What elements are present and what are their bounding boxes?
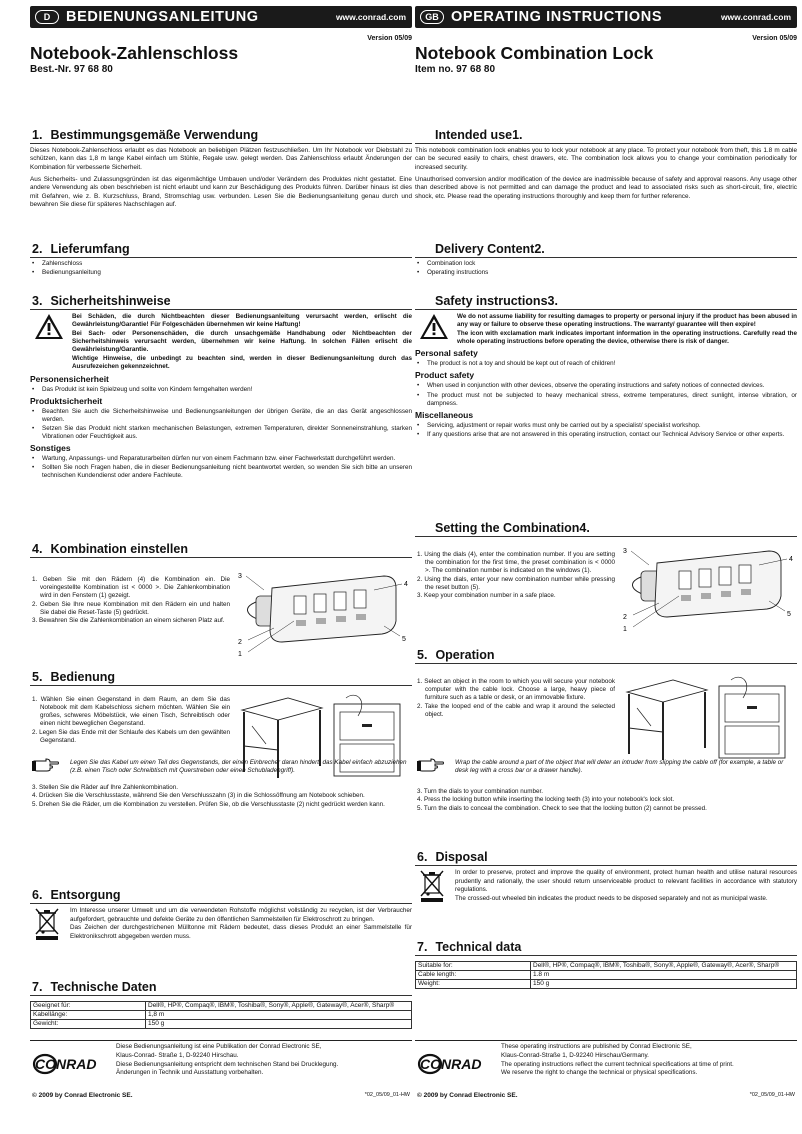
- step-item: 2. Legen Sie das Ende mit der Schlaufe des Kabels um den gewählten Gegenstand.: [32, 728, 230, 744]
- list-item: • When used in conjunction with other devices, observe the operating instructions and safety notices of connected devices.: [415, 382, 797, 390]
- paragraph: Aus Sicherheits- und Zulassungsgründen ist das eigenmächtige Umbauen und/oder Verändern des Produktes nicht gestattet. Eine andere Verwendung als oben beschrieben ist nicht erlaubt und kann zur Beschädigung des Produkts führen. Darüber hinaus ist dies mit Gefahren, wie z. B. Kurzschluss, Brand, Stromschlag usw. verbunden. Lesen Sie die Bedienungsanleitung genau durch und bewahren Sie diese für späteres Nachschlagen auf.: [30, 175, 412, 208]
- list-item: • Sollten Sie noch Fragen haben, die in dieser Bedienungsanleitung nicht beantwortet werden, so wenden Sie sich bitte an unseren technischen Kundendienst oder andere Fachleute.: [30, 464, 412, 480]
- list-item: • Wartung, Anpassungs- und Reparaturarbeiten dürfen nur von einem Fachmann bzw. einer Fachwerkstatt durchgeführt werden.: [30, 455, 412, 463]
- warning-text: Bei Sach- oder Personenschäden, die durch unsachgemäße Handhabung oder Nichtbeachten der Sicherheitshinweis verursacht werden, übernehmen wir keine Haftung. In solchen Fällen erlischt die Gewährleistung/Garantie.: [72, 329, 412, 354]
- conrad-logo: [32, 1053, 106, 1075]
- step-item: 4. Press the locking button while inserting the locking teeth (3) into your notebook's lock slot.: [417, 796, 675, 804]
- section-heading: 1. Bestimmungsgemäße Verwendung: [30, 128, 412, 144]
- banner-url-en[interactable]: www.conrad.com: [720, 12, 791, 22]
- table-cell: Geeignet für:: [31, 1002, 146, 1011]
- section-technical-data: [415, 940, 797, 989]
- section-heading: 4. Kombination einstellen: [30, 542, 412, 558]
- callout-label: 3: [238, 573, 242, 580]
- table-row: [416, 971, 797, 980]
- list-item: • Combination lock: [415, 260, 797, 268]
- lock-diagram: [619, 541, 795, 637]
- version-label: Version 05/09: [367, 35, 412, 42]
- footer-de: [30, 1040, 412, 1100]
- product-title: Notebook-Zahlenschloss: [30, 43, 239, 63]
- list-item: • If any questions arise that are not answered in this operating instruction, contact our Technical Advisory Service or other experts.: [415, 431, 797, 439]
- table-row: [416, 980, 797, 989]
- crossed-bin-icon: [419, 869, 445, 903]
- warning-icon: [419, 313, 449, 340]
- list-item: • Operating instructions: [415, 269, 797, 277]
- section-heading: 7. Technische Daten: [30, 980, 412, 996]
- list-item: • Beachten Sie auch die Sicherheitshinweise und Bedienungsanleitungen der übrigen Geräte, die an das Gerät angeschlossen werden.: [30, 408, 412, 424]
- list-item: • Das Produkt ist kein Spielzeug und sollte von Kindern ferngehalten werden!: [30, 386, 412, 394]
- section-disposal: [30, 888, 412, 941]
- subheading: Personensicherheit: [30, 373, 109, 384]
- callout-label: 1: [623, 626, 627, 633]
- footer-line: These operating instructions are published by Conrad Electronic SE,: [501, 1043, 692, 1050]
- section-operation: [30, 670, 412, 809]
- callout-label: 4: [789, 556, 793, 563]
- table-cell: 150 g: [146, 1020, 412, 1029]
- footer-line: Diese Bedienungsanleitung ist eine Publikation der Conrad Electronic SE,: [116, 1043, 322, 1050]
- banner-title-en: OPERATING INSTRUCTIONS: [451, 9, 663, 25]
- step-item: 1. Using the dials (4), enter the combination number. If you are setting the combination for the first time, the preset combination is < 0000 >. The combination number is indicated on the windows (1).: [417, 551, 615, 575]
- warning-text: Wichtige Hinweise, die unbedingt zu beachten sind, werden in dieser Bedienungsanleitung durch das Ausrufezeichen gekennzeichnet.: [72, 354, 412, 371]
- warning-text: Bei Schäden, die durch Nichtbeachten dieser Bedienungsanleitung verursacht werden, erlischt die Gewährleistung/Garantie! Für Folgeschäden übernehmen wir keine Haftung!: [72, 313, 412, 329]
- column-german: [30, 34, 412, 1132]
- subheading: Personal safety: [415, 348, 478, 359]
- step-item: 3. Turn the dials to your combination number.: [417, 787, 544, 795]
- table-cell: Suitable for:: [416, 962, 531, 971]
- table-row: [31, 1002, 412, 1011]
- step-item: 1. Wählen Sie einen Gegenstand in dem Raum, an dem Sie das Notebook mit dem Kabelschloss sichern möchten. Wählen Sie ein großes, schweres Möbelstück, wie einen Tisch, Schreibtisch oder einen nicht beweglichen Gegenstand.: [32, 696, 230, 728]
- crossed-bin-icon: [34, 907, 60, 941]
- paragraph: Im Interesse unserer Umwelt und um die verwendeten Rohstoffe möglichst vollständig zu recyclen, ist der Verbraucher aufgefordert, gebrauchte und defekte Geräte zu den öffentlichen Sammelstellen für Elektroschrott zu bringen.: [70, 907, 412, 923]
- banner-url-de[interactable]: www.conrad.com: [335, 12, 406, 22]
- footer-line: The operating instructions reflect the current technical specifications at time of print.: [501, 1060, 734, 1068]
- svg-text:CONRAD: CONRAD: [420, 1056, 482, 1072]
- list-item: • Bedienungsanleitung: [30, 269, 412, 277]
- header-banner-de: [30, 6, 412, 28]
- subheading: Sonstiges: [30, 442, 71, 453]
- paragraph: The crossed-out wheeled bin indicates the product needs to be disposed separately and not as municipal waste.: [455, 894, 768, 902]
- technical-data-table: [415, 961, 797, 989]
- table-cell: 1,8 m: [146, 1011, 412, 1020]
- section-heading: 7. Technical data: [415, 940, 797, 956]
- table-row: [31, 1020, 412, 1029]
- step-item: 3. Stellen Sie die Räder auf Ihre Zahlenkombination.: [32, 783, 178, 791]
- section-heading: Safety instructions3.: [415, 294, 797, 310]
- warning-text: We do not assume liability for resulting damages to property or personal injury if the product has been abused in any way or failure to observe these operating instructions. The warranty/ guarantee will then expire!: [457, 313, 797, 329]
- paragraph: Unauthorised conversion and/or modification of the device are inadmissible because of safety and approval reasons. Any usage other than described above is not permitted and can damage the product and lead to associated risks such as short-circuit, fire, electric shock, etc. Please read the operating instructions thoroughly and keep them for further reference.: [415, 175, 797, 200]
- section-technical-data: [30, 980, 412, 1029]
- callout-label: 5: [787, 611, 791, 618]
- section-delivery: [415, 242, 797, 278]
- step-item: 1. Select an object in the room to which you will secure your notebook computer with the cable lock. Choose a large, heavy piece of furniture such as a table or desk, or an immovable fixture.: [417, 678, 615, 702]
- language-badge-en: GB: [420, 10, 444, 24]
- table-cell: Kabellänge:: [31, 1011, 146, 1020]
- footer-en: [415, 1040, 797, 1100]
- document-code: *02_05/09_01-HW: [749, 1092, 795, 1098]
- callout-label: 3: [623, 548, 627, 555]
- step-item: 2. Take the looped end of the cable and wrap it around the selected object.: [417, 702, 615, 718]
- section-intended-use: [30, 128, 412, 213]
- warning-icon: [34, 313, 64, 340]
- callout-label: 2: [623, 614, 627, 621]
- section-safety: [415, 294, 797, 440]
- subheading: Product safety: [415, 370, 475, 381]
- section-heading: 6. Entsorgung: [30, 888, 412, 904]
- table-row: [31, 1011, 412, 1020]
- step-item: 2. Using the dials, enter your new combination number while pressing the reset button (5).: [417, 575, 615, 591]
- copyright: © 2009 by Conrad Electronic SE.: [417, 1092, 518, 1099]
- furniture-illustration: [623, 668, 793, 764]
- section-set-combination: [30, 542, 412, 658]
- step-item: 3. Bewahren Sie die Zahlenkombination an einem sicheren Platz auf.: [32, 617, 225, 625]
- technical-data-table: [30, 1001, 412, 1029]
- list-item: • The product is not a toy and should be kept out of reach of children!: [415, 360, 797, 368]
- section-heading: Delivery Content2.: [415, 242, 797, 258]
- section-safety: [30, 294, 412, 481]
- callout-label: 2: [238, 639, 242, 646]
- table-cell: Dell®, HP®, Compaq®, IBM®, Toshiba®, Sony®, Apple®, Gateway®, Acer®, Sharp®: [146, 1002, 412, 1011]
- section-heading: 5. Bedienung: [30, 670, 412, 686]
- list-item: • Setzen Sie das Produkt nicht starken mechanischen Belastungen, extremen Temperaturen, direkter Sonneneinstrahlung, starken Vibrationen oder Feuchtigkeit aus.: [30, 425, 412, 441]
- section-heading: Setting the Combination4.: [415, 521, 797, 537]
- callout-label: 5: [402, 636, 406, 643]
- section-intended-use: [415, 128, 797, 205]
- table-cell: Weight:: [416, 980, 531, 989]
- section-delivery: [30, 242, 412, 278]
- callout-label: 4: [404, 581, 408, 588]
- footer-line: Klaus-Conrad- Straße 1, D-92240 Hirschau.: [116, 1051, 239, 1059]
- banner-title-de: BEDIENUNGSANLEITUNG: [66, 9, 259, 25]
- section-disposal: [415, 850, 797, 903]
- version-label: Version 05/09: [752, 35, 797, 42]
- list-item: • Zahlenschloss: [30, 260, 412, 268]
- pointing-hand-icon: [32, 758, 60, 772]
- section-heading: 2. Lieferumfang: [30, 242, 412, 258]
- column-english: [415, 34, 797, 1132]
- section-heading: Intended use1.: [415, 128, 797, 144]
- item-number: Best.-Nr. 97 68 80: [30, 64, 113, 75]
- item-number: Item no. 97 68 80: [415, 64, 496, 75]
- product-title: Notebook Combination Lock: [415, 43, 654, 63]
- section-set-combination: [415, 521, 797, 633]
- step-item: 3. Keep your combination number in a safe place.: [417, 592, 556, 600]
- table-cell: Cable length:: [416, 971, 531, 980]
- document-code: *02_05/09_01-HW: [364, 1092, 410, 1098]
- subheading: Produktsicherheit: [30, 395, 103, 406]
- header-banner-en: [415, 6, 797, 28]
- paragraph: Das Zeichen der durchgestrichenen Mülltonne mit Rädern bedeutet, dass dieses Produkt an einer Sammelstelle für Elektronikschrott abgegeben werden muss.: [70, 924, 412, 940]
- section-operation: [415, 648, 797, 813]
- list-item: • The product must not be subjected to heavy mechanical stress, extreme temperatures, direct sunlight, intense vibration, or dampness.: [415, 392, 797, 408]
- table-cell: 1.8 m: [531, 971, 797, 980]
- paragraph: This notebook combination lock enables you to lock your notebook at any place. To protect your notebook from theft, this 1.8 m cable can be secured easily to chairs, chest drawers, etc. The combination lock allows you to change your combination periodically for increased security.: [415, 147, 797, 171]
- section-heading: 6. Disposal: [415, 850, 797, 866]
- table-row: [416, 962, 797, 971]
- table-cell: Dell®, HP®, Compaq®, IBM®, Toshiba®, Sony®, Apple®, Gateway®, Acer®, Sharp®: [531, 962, 797, 971]
- copyright: © 2009 by Conrad Electronic SE.: [32, 1092, 133, 1099]
- subheading: Miscellaneous: [415, 409, 474, 420]
- step-item: 1. Geben Sie mit den Rädern (4) die Kombination ein. Die voreingestellte Kombination ist < 0000 >. Die Zahlenkombination wird in den Fenstern (1) gezeigt.: [32, 576, 230, 600]
- footer-line: Diese Bedienungsanleitung entspricht dem technischen Stand bei Drucklegung.: [116, 1060, 339, 1068]
- section-heading: 3. Sicherheitshinweise: [30, 294, 412, 310]
- table-cell: 150 g: [531, 980, 797, 989]
- table-cell: Gewicht:: [31, 1020, 146, 1029]
- warning-text: The icon with exclamation mark indicates important information in the operating instructions. Carefully read the whole operating instructions before operating the device, otherwise there is risk of danger.: [457, 329, 797, 346]
- note-text: Wrap the cable around a part of the object that will deter an intruder from slipping the cable off (for example, a table or desk leg with a cross bar or a drawer handle).: [455, 758, 784, 775]
- pointing-hand-icon: [417, 758, 445, 772]
- note-text: Legen Sie das Kabel um einen Teil des Gegenstands, der einen Einbrecher daran hindert, das Kabel einfach abzuziehen (z.B. einen Tisch oder Schreibtisch mit Querstreben oder einen Schubladengriff).: [70, 758, 407, 775]
- list-item: • Servicing, adjustment or repair works must only be carried out by a specialist/ specialist workshop.: [415, 422, 797, 430]
- conrad-logo: [417, 1053, 491, 1075]
- section-heading: 5. Operation: [415, 648, 797, 664]
- callout-label: 1: [238, 651, 242, 658]
- footer-line: We reserve the right to change the technical or physical specifications.: [501, 1069, 698, 1077]
- step-item: 5. Turn the dials to conceal the combination. Check to see that the locking button (2) cannot be pressed.: [417, 804, 707, 812]
- lock-diagram: [234, 566, 410, 662]
- language-badge-de: D: [35, 10, 59, 24]
- footer-line: Klaus-Conrad-Straße 1, D-92240 Hirschau/Germany.: [501, 1051, 649, 1059]
- step-item: 2. Geben Sie Ihre neue Kombination mit den Rädern ein und halten Sie dabei die Reset-Taste (5) gedrückt.: [32, 600, 230, 616]
- paragraph: Dieses Notebook-Zahlenschloss erlaubt es das Notebook an beliebigen Plätzen festzuschließen. Um Ihr Notebook vor Diebstahl zu schützen, kann das 1,8 m lange Kabel einfach um Stühle, Regale usw. gelegt werden. Das Zahlenschloss erlaubt Änderungen der Kombination für verbesserte Sicherheit.: [30, 147, 412, 171]
- paragraph: In order to preserve, protect and improve the quality of environment, protect human health and utilise natural resources prudently and rationally, the user should return unserviceable product to relevant facilities in accordance with statutory regulations.: [455, 869, 797, 893]
- svg-text:CONRAD: CONRAD: [35, 1056, 97, 1072]
- footer-line: Änderungen in Technik und Ausstattung vorbehalten.: [116, 1069, 264, 1077]
- step-item: 4. Drücken Sie die Verschlusstaste, während Sie den Verschlusszahn (3) in die Schlossöffnung am Notebook schieben.: [32, 792, 365, 800]
- step-item: 5. Drehen Sie die Räder, um die Kombination zu verstellen. Prüfen Sie, ob die Verschlusstaste (2) nicht gedrückt werden kann.: [32, 800, 385, 808]
